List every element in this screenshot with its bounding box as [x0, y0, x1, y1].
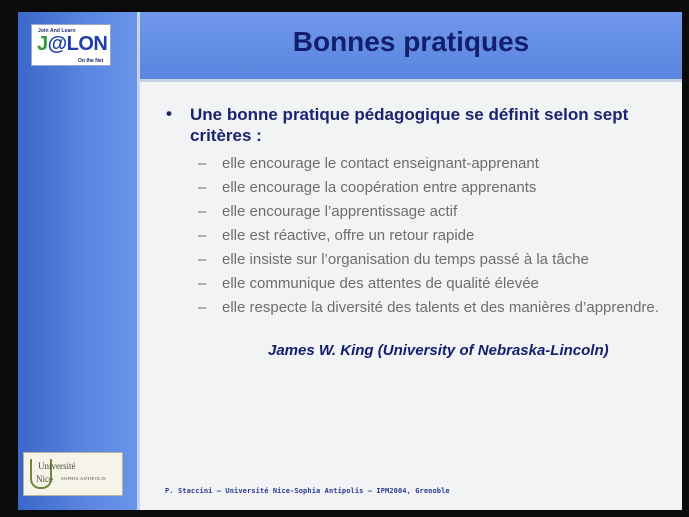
- criteria-item: – elle respecte la diversité des talents et des manières d’apprendre.: [198, 299, 659, 316]
- slide-footer: P. Staccini – Université Nice-Sophia Antipolis – IPM2004, Grenoble: [165, 487, 450, 495]
- presentation-slide: [18, 12, 682, 510]
- university-logo-line1: Université: [38, 461, 76, 471]
- jalon-logo-wordmark: J@LON: [37, 33, 108, 55]
- jalon-logo-tagline: On the Net: [78, 58, 104, 64]
- jalon-logo: [31, 24, 111, 66]
- university-logo-line2: Nice: [36, 474, 53, 484]
- university-logo-line3: SOPHIA ANTIPOLIS: [61, 476, 106, 481]
- slide-sidebar: [18, 12, 140, 510]
- slide-title: Bonnes pratiques: [292, 26, 530, 57]
- criteria-item: – elle insiste sur l’organisation du temps passé à la tâche: [198, 251, 589, 268]
- criteria-item: – elle communique des attentes de qualité élevée: [198, 275, 539, 292]
- criteria-item: – elle est réactive, offre un retour rapide: [198, 227, 475, 244]
- criteria-item: – elle encourage le contact enseignant-apprenant: [198, 155, 539, 172]
- main-bullet-text: Une bonne pratique pédagogique se définit selon sept critères :: [190, 105, 629, 145]
- university-logo: [23, 452, 123, 496]
- main-bullet: [166, 104, 666, 146]
- criteria-list: [198, 154, 666, 318]
- criteria-item: – elle encourage la coopération entre apprenants: [198, 179, 537, 196]
- criteria-item: – elle encourage l’apprentissage actif: [198, 203, 458, 220]
- slide-content: [166, 104, 666, 322]
- attribution-text: James W. King (University of Nebraska-Lincoln): [268, 342, 609, 359]
- jalon-logo-subtitle: Join And Learn: [38, 28, 76, 34]
- bullet-dot-icon: •: [166, 104, 172, 123]
